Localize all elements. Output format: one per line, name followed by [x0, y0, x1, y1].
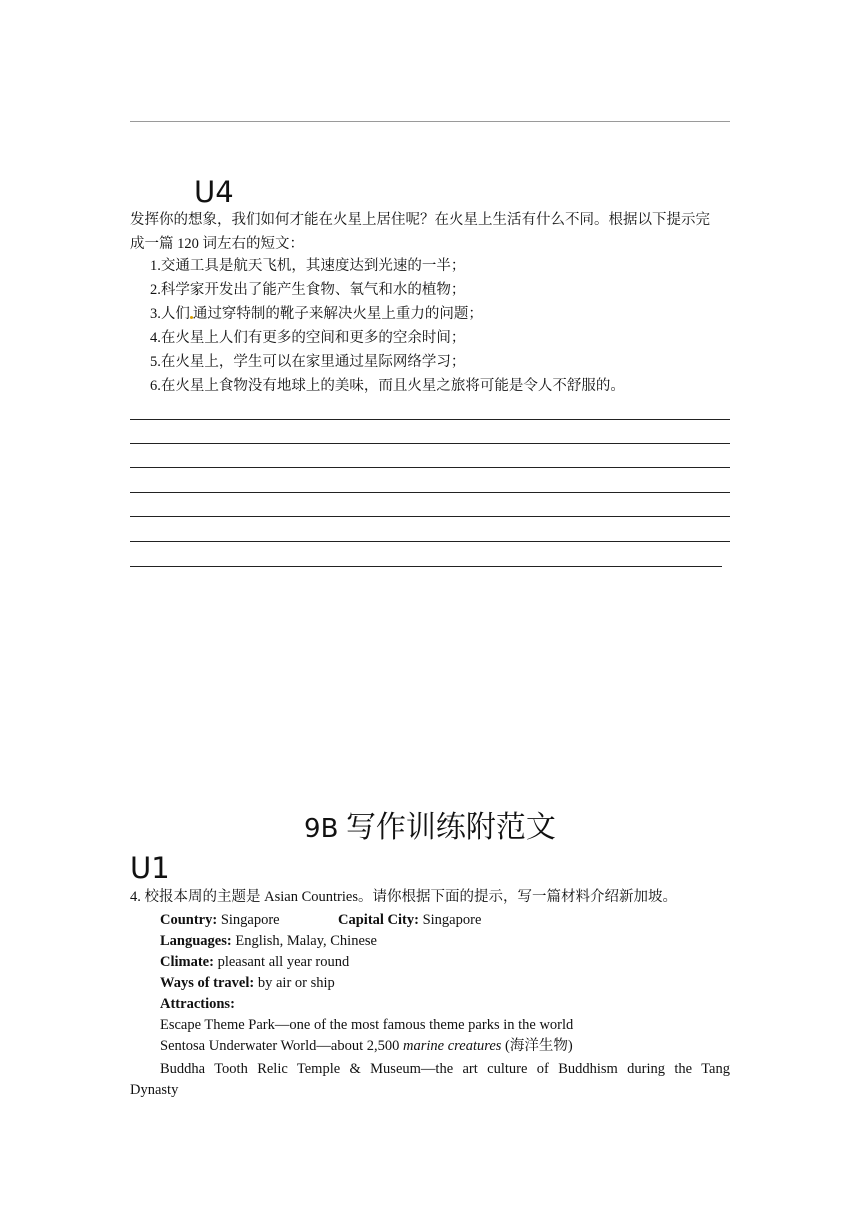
u4-hint-6: 6.在火星上食物没有地球上的美味，而且火星之旅将可能是令人不舒服的。	[150, 378, 625, 394]
u4-prompt	[130, 208, 740, 256]
u1-attraction-3-line-2: Dynasty	[130, 1082, 179, 1098]
climate-label: Climate:	[160, 954, 214, 970]
travel-label: Ways of travel:	[160, 975, 255, 991]
u4-hint-3	[150, 302, 483, 326]
languages-label: Languages:	[160, 933, 232, 949]
writing-line	[130, 541, 730, 542]
section-title	[0, 808, 860, 849]
writing-line	[130, 492, 730, 493]
country-label: Country:	[160, 912, 218, 928]
u1-climate-line	[160, 952, 349, 973]
u4-hint-1: 1.交通工具是航天飞机，其速度达到光速的一半；	[150, 258, 466, 274]
writing-line	[130, 516, 730, 517]
u4-hint-4: 4.在火星上人们有更多的空间和更多的空余时间；	[150, 330, 466, 346]
u4-prompt-line-1: 发挥你的想象，我们如何才能在火星上居住呢？在火星上生活有什么不同。根据以下提示完	[130, 212, 710, 228]
writing-line	[130, 419, 730, 420]
capital-label: Capital City:	[338, 912, 419, 928]
u1-languages-line	[160, 931, 377, 952]
u1-capital-line	[338, 910, 481, 931]
writing-line	[130, 566, 722, 567]
climate-value: pleasant all year round	[213, 954, 350, 970]
u1-attraction-3-line-1: Buddha Tooth Relic Temple & Museum—the art culture of Buddhism during the Tang	[160, 1061, 730, 1077]
attraction-2-post: (海洋生物)	[501, 1038, 573, 1054]
u1-travel-line	[160, 973, 335, 994]
u4-hint-3-part-2: 通过穿特制的靴子来解决火星上重力的问题；	[192, 306, 483, 322]
u1-country-line	[160, 910, 280, 931]
u1-prompt: 4. 校报本周的主题是 Asian Countries。请你根据下面的提示，写一篇材料介绍新加坡。	[130, 889, 677, 905]
attraction-2-pre: Sentosa Underwater World—about 2,500	[160, 1038, 404, 1054]
u4-hint-5: 5.在火星上，学生可以在家里通过星际网络学习；	[150, 354, 466, 370]
languages-value: English, Malay, Chinese	[231, 933, 377, 949]
unit-title-u1: U1	[130, 851, 170, 885]
country-value: Singapore	[217, 912, 280, 928]
u4-hint-2: 2.科学家开发出了能产生食物、氧气和水的植物；	[150, 282, 466, 298]
u1-attraction-1: Escape Theme Park—one of the most famous theme parks in the world	[160, 1017, 574, 1033]
writing-line	[130, 443, 730, 444]
capital-value: Singapore	[418, 912, 482, 928]
u1-attraction-2	[160, 1036, 573, 1057]
unit-title-u4: U4	[194, 175, 234, 209]
page-header-rule	[130, 121, 730, 122]
section-title-cjk: 写作训练附范文	[338, 811, 556, 844]
writing-line	[130, 467, 730, 468]
attraction-2-italic: marine creatures	[403, 1038, 502, 1054]
u1-attractions-label	[160, 994, 235, 1015]
u4-prompt-line-2: 成一篇 120 词左右的短文：	[130, 236, 304, 252]
u4-hint-3-part-1: 3.人们	[150, 306, 190, 322]
section-title-latin: 9B	[304, 814, 339, 844]
travel-value: by air or ship	[254, 975, 335, 991]
attractions-label: Attractions:	[160, 996, 235, 1012]
